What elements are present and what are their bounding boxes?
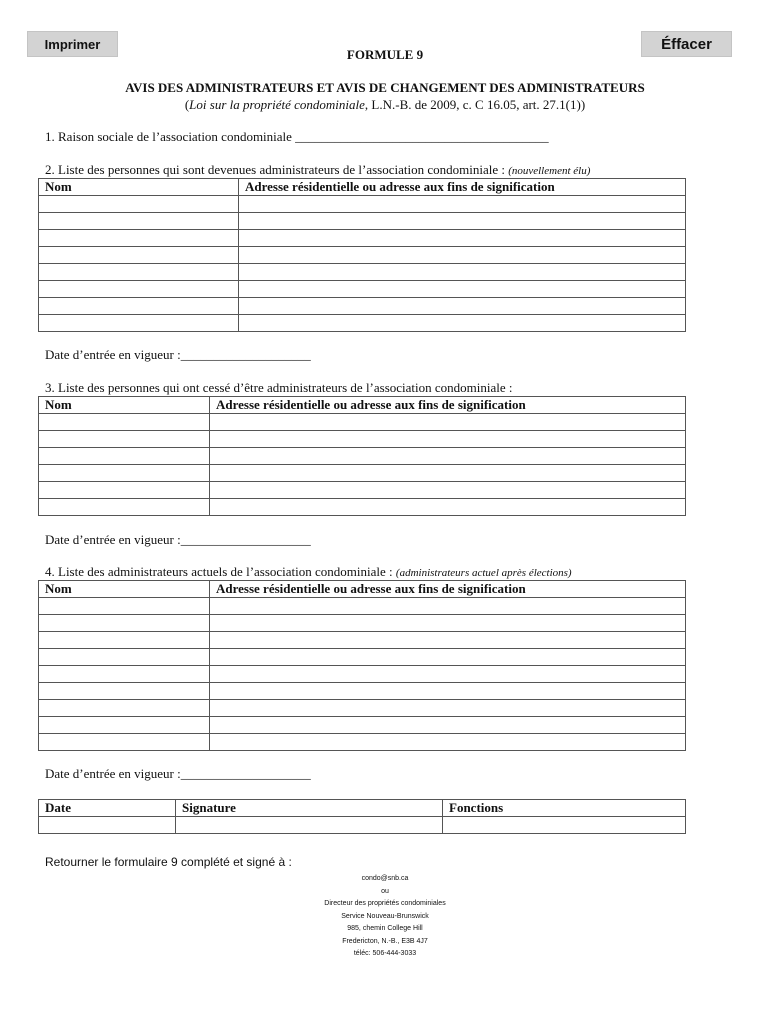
address-cell[interactable] (210, 499, 686, 516)
contact-or: ou (381, 887, 389, 895)
name-cell[interactable] (39, 414, 210, 431)
name-cell[interactable] (39, 649, 210, 666)
section2-table (38, 178, 686, 332)
table-row (39, 414, 686, 431)
section3-date: Date d’entrée en vigueur :____________________ (45, 532, 311, 547)
print-button[interactable]: Imprimer (27, 31, 118, 57)
table-row (39, 666, 686, 683)
address-cell[interactable] (210, 683, 686, 700)
table-row (39, 281, 686, 298)
section4-date: Date d’entrée en vigueur :____________________ (45, 766, 311, 781)
contact-city: Fredericton, N.-B., E3B 4J7 (342, 937, 428, 945)
name-cell[interactable] (39, 615, 210, 632)
name-cell[interactable] (39, 598, 210, 615)
address-cell[interactable] (210, 482, 686, 499)
table-row (39, 196, 686, 213)
address-cell[interactable] (239, 247, 686, 264)
section4-note: (administrateurs actuel après élections) (395, 567, 572, 579)
name-cell[interactable] (39, 717, 210, 734)
col-header-adresse: Adresse résidentielle ou adresse aux fins de signification (239, 179, 686, 196)
address-cell[interactable] (239, 264, 686, 281)
address-cell[interactable] (210, 649, 686, 666)
law-rest: , L.N.-B. de 2009, c. C 16.05, art. 27.1(1)) (364, 97, 586, 112)
name-cell[interactable] (39, 315, 239, 332)
section3-table (38, 396, 686, 516)
address-cell[interactable] (210, 717, 686, 734)
table-row (39, 213, 686, 230)
table-row (39, 315, 686, 332)
name-cell[interactable] (39, 683, 210, 700)
name-cell[interactable] (39, 700, 210, 717)
name-cell[interactable] (39, 482, 210, 499)
section4-table (38, 580, 686, 751)
address-cell[interactable] (210, 734, 686, 751)
section1-text: 1. Raison sociale de l’association condominiale _______________________________________ (45, 129, 549, 144)
table-row (39, 448, 686, 465)
table-header (39, 800, 686, 817)
name-cell[interactable] (39, 499, 210, 516)
return-instructions: Retourner le formulaire 9 complété et signé à : (45, 855, 292, 869)
col-header-date: Date (39, 800, 176, 817)
address-cell[interactable] (239, 281, 686, 298)
clear-button[interactable]: Éffacer (641, 31, 732, 57)
law-reference (0, 97, 770, 113)
section2-note: (nouvellement élu) (508, 165, 591, 177)
address-cell[interactable] (210, 465, 686, 482)
col-header-nom: Nom (39, 397, 210, 414)
name-cell[interactable] (39, 448, 210, 465)
contact-email: condo@snb.ca (361, 875, 409, 882)
contact-street: 985, chemin College Hill (347, 925, 423, 932)
table-row (39, 817, 686, 834)
table-header (39, 397, 686, 414)
col-header-fonctions: Fonctions (443, 800, 686, 817)
table-row (39, 717, 686, 734)
date-cell[interactable] (39, 817, 176, 834)
name-cell[interactable] (39, 632, 210, 649)
signature-cell[interactable] (176, 817, 443, 834)
address-cell[interactable] (210, 700, 686, 717)
table-row (39, 247, 686, 264)
law-open: ( (184, 97, 190, 112)
address-cell[interactable] (210, 448, 686, 465)
contact-fax: téléc: 506-444-3033 (353, 950, 417, 957)
name-cell[interactable] (39, 734, 210, 751)
name-cell[interactable] (39, 431, 210, 448)
col-header-nom: Nom (39, 179, 239, 196)
law-name: Loi sur la propriété condominiale (189, 97, 365, 112)
table-header (39, 581, 686, 598)
table-row (39, 431, 686, 448)
col-header-adresse: Adresse résidentielle ou adresse aux fins de signification (210, 581, 686, 598)
col-header-nom: Nom (39, 581, 210, 598)
address-cell[interactable] (239, 298, 686, 315)
table-row (39, 499, 686, 516)
table-row (39, 700, 686, 717)
section2-text (45, 162, 590, 178)
name-cell[interactable] (39, 196, 239, 213)
section2-date: Date d’entrée en vigueur :____________________ (45, 347, 311, 362)
contact-service: Service Nouveau-Brunswick (341, 912, 429, 920)
name-cell[interactable] (39, 298, 239, 315)
address-cell[interactable] (239, 315, 686, 332)
table-row (39, 298, 686, 315)
table-row (39, 465, 686, 482)
table-row (39, 632, 686, 649)
section4-text (45, 564, 572, 580)
name-cell[interactable] (39, 247, 239, 264)
table-row (39, 683, 686, 700)
name-cell[interactable] (39, 666, 210, 683)
section2-label: 2. Liste des personnes qui sont devenues administrateurs de l’association condominiale : (45, 162, 509, 177)
table-row (39, 734, 686, 751)
table-row (39, 264, 686, 281)
address-cell[interactable] (239, 196, 686, 213)
table-row (39, 482, 686, 499)
table-header (39, 179, 686, 196)
contact-director: Directeur des propriétés condominiales (324, 900, 446, 907)
name-cell[interactable] (39, 213, 239, 230)
section4-label: 4. Liste des administrateurs actuels de l’association condominiale : (45, 564, 396, 579)
table-row (39, 649, 686, 666)
section3-text: 3. Liste des personnes qui ont cessé d’être administrateurs de l’association condominiale : (45, 380, 513, 395)
address-cell[interactable] (210, 431, 686, 448)
name-cell[interactable] (39, 230, 239, 247)
address-cell[interactable] (210, 598, 686, 615)
fonctions-cell[interactable] (443, 817, 686, 834)
address-cell[interactable] (210, 414, 686, 431)
table-row (39, 598, 686, 615)
name-cell[interactable] (39, 465, 210, 482)
address-cell[interactable] (210, 666, 686, 683)
table-row (39, 230, 686, 247)
form-title: FORMULE 9 (346, 47, 424, 62)
address-cell[interactable] (210, 615, 686, 632)
col-header-adresse: Adresse résidentielle ou adresse aux fins de signification (210, 397, 686, 414)
name-cell[interactable] (39, 264, 239, 281)
address-cell[interactable] (210, 632, 686, 649)
contact-block (0, 873, 770, 961)
col-header-signature: Signature (176, 800, 443, 817)
address-cell[interactable] (239, 213, 686, 230)
name-cell[interactable] (39, 281, 239, 298)
form-subtitle: AVIS DES ADMINISTRATEURS ET AVIS DE CHANGEMENT DES ADMINISTRATEURS (125, 80, 645, 95)
table-row (39, 615, 686, 632)
signature-table (38, 799, 686, 834)
address-cell[interactable] (239, 230, 686, 247)
